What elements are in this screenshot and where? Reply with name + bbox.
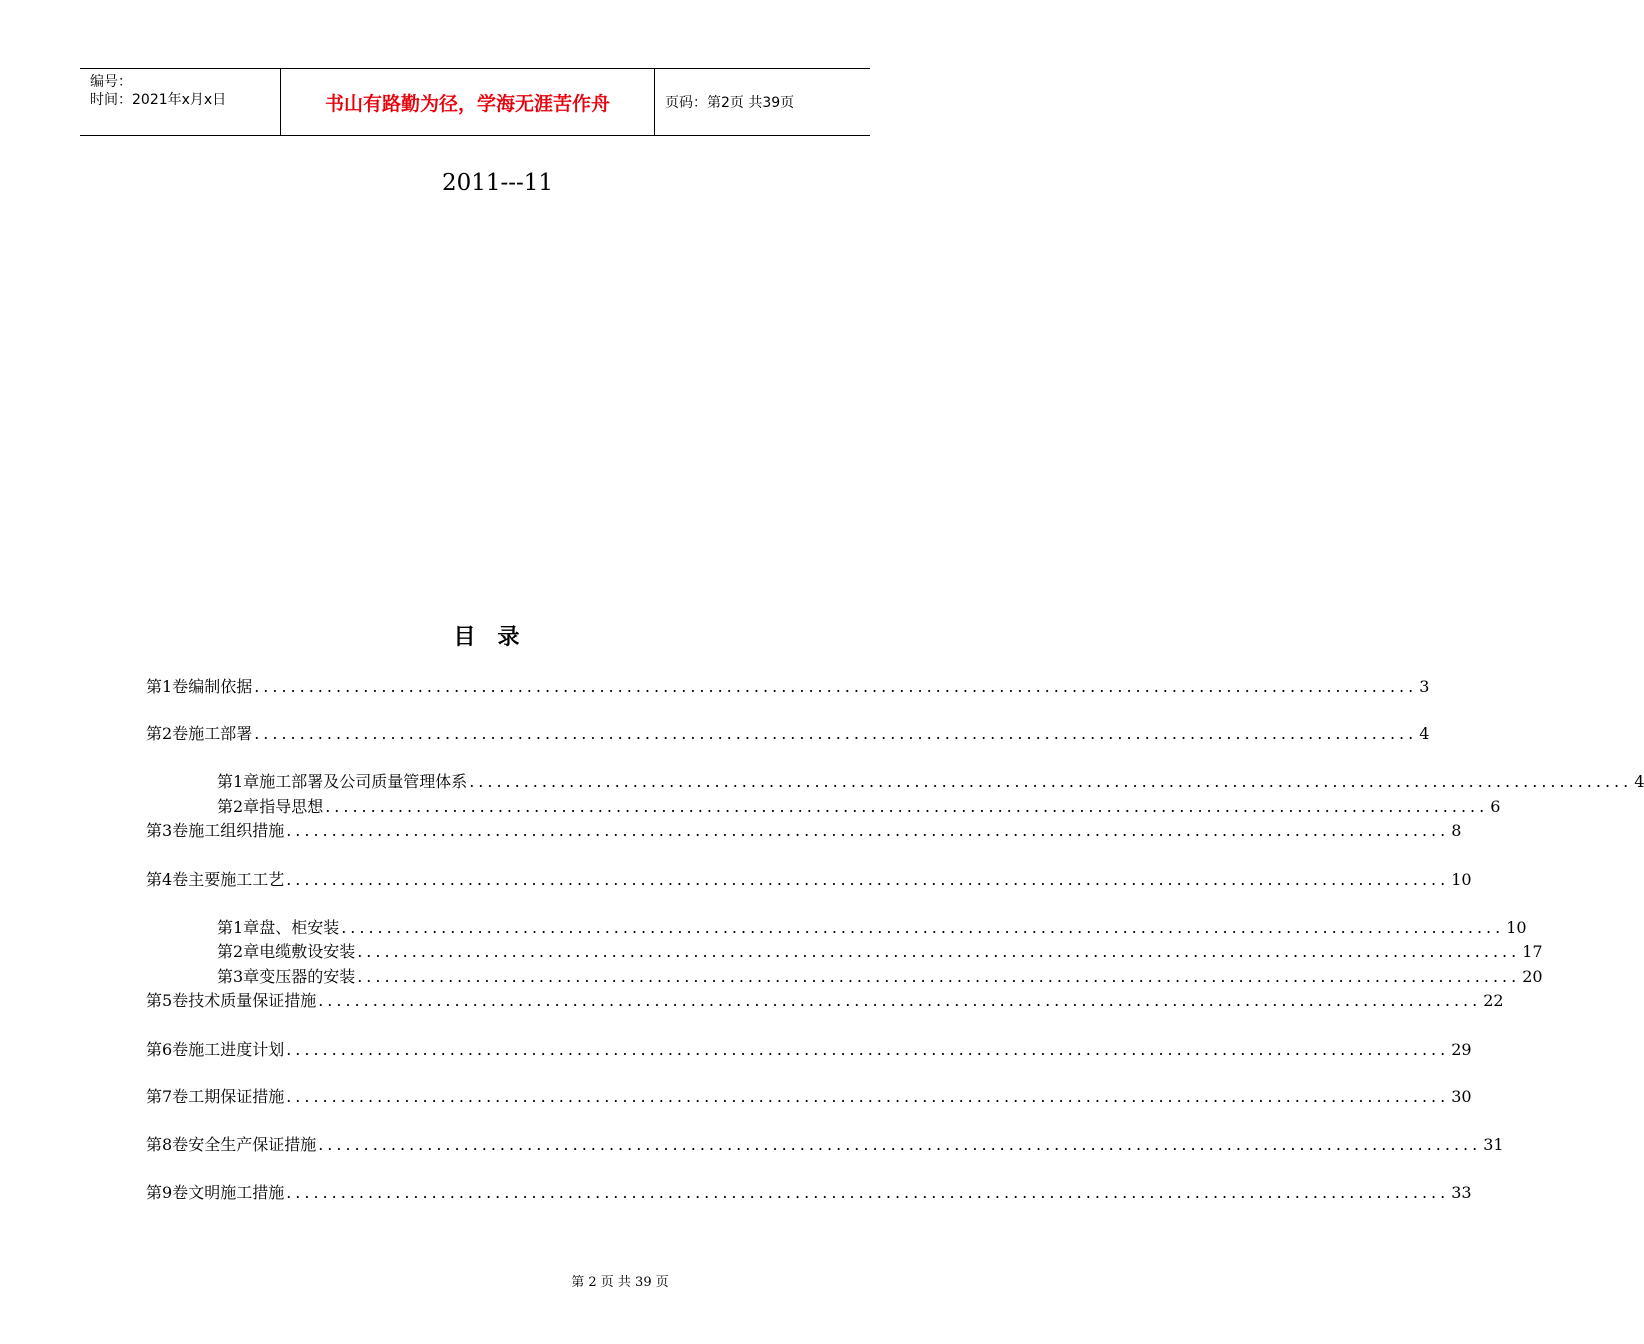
toc-leader-dots: ................................................................................................................................ — [286, 1183, 1450, 1202]
toc-entry-title: 指导思想 — [259, 797, 324, 816]
toc-entry-page: 20 — [1522, 967, 1543, 986]
toc-leader-dots: ................................................................................................................................ — [286, 1040, 1450, 1059]
toc-entry[interactable] — [146, 1134, 1504, 1156]
toc-entry-title: 工期保证措施 — [188, 1087, 285, 1106]
toc-entry-title: 主要施工工艺 — [188, 870, 285, 889]
toc-entry-page: 10 — [1506, 918, 1527, 937]
toc-entry-number: 第7卷 — [146, 1087, 189, 1106]
toc-entry[interactable] — [217, 771, 1644, 793]
toc-entry-number: 第2章 — [217, 942, 260, 961]
toc-leader-dots: ................................................................................................................................ — [286, 870, 1450, 889]
toc-leader-dots: ................................................................................................................................ — [357, 942, 1521, 961]
toc-entry-title: 编制依据 — [188, 677, 253, 696]
toc-entry[interactable] — [146, 723, 1430, 745]
toc-entry-title: 文明施工措施 — [188, 1183, 285, 1202]
toc-leader-dots: ................................................................................................................................ — [341, 918, 1505, 937]
toc-leader-dots: ................................................................................................................................ — [318, 991, 1482, 1010]
toc-leader-dots: ................................................................................................................................ — [286, 821, 1450, 840]
page-footer: 第 2 页 共 39 页 — [571, 1275, 669, 1290]
toc-leader-dots: ................................................................................................................................ — [254, 677, 1418, 696]
toc-entry-page: 10 — [1451, 870, 1472, 889]
toc-entry-page: 33 — [1451, 1183, 1472, 1202]
toc-leader-dots: ................................................................................................................................ — [318, 1135, 1482, 1154]
toc-entry-title: 电缆敷设安装 — [259, 942, 356, 961]
toc-entry-title: 技术质量保证措施 — [188, 991, 317, 1010]
toc-leader-dots: ................................................................................................................................ — [286, 1087, 1450, 1106]
toc-entry-title: 施工部署 — [188, 724, 253, 743]
toc-entry-page: 6 — [1490, 797, 1501, 816]
toc-entry-number: 第3章 — [217, 967, 260, 986]
toc-entry-page: 30 — [1451, 1087, 1472, 1106]
toc-entry-page: 3 — [1419, 677, 1430, 696]
toc-entry-page: 4 — [1419, 724, 1430, 743]
toc-leader-dots: ................................................................................................................................ — [325, 797, 1489, 816]
toc-leader-dots: ................................................................................................................................ — [357, 967, 1521, 986]
toc-entry[interactable] — [217, 917, 1527, 939]
toc-entry-title: 盘、柜安装 — [259, 918, 340, 937]
toc-entry[interactable] — [146, 820, 1462, 842]
toc-entry-number: 第9卷 — [146, 1183, 189, 1202]
toc-entry-title: 施工进度计划 — [188, 1040, 285, 1059]
toc-entry-number: 第1卷 — [146, 677, 189, 696]
toc-entry-title: 变压器的安装 — [259, 967, 356, 986]
toc-entry-page: 4 — [1634, 772, 1644, 791]
toc-entry-title: 施工组织措施 — [188, 821, 285, 840]
toc-entry[interactable] — [217, 941, 1543, 963]
toc-entry-number: 第4卷 — [146, 870, 189, 889]
document-date: 2011---11 — [441, 170, 554, 196]
toc-entry[interactable] — [146, 869, 1472, 891]
toc-entry[interactable] — [146, 676, 1430, 698]
toc-entry-number: 第2章 — [217, 797, 260, 816]
date-label: 时间：2021年x月x日 — [90, 92, 227, 108]
toc-leader-dots: ................................................................................................................................ — [469, 772, 1633, 791]
toc-entry[interactable] — [217, 796, 1501, 818]
toc-entry-page: 22 — [1483, 991, 1504, 1010]
toc-title: 目录 — [453, 625, 542, 650]
toc-entry-page: 29 — [1451, 1040, 1472, 1059]
toc-entry-page: 17 — [1522, 942, 1543, 961]
toc-entry-number: 第2卷 — [146, 724, 189, 743]
toc-entry-number: 第8卷 — [146, 1135, 189, 1154]
toc-entry[interactable] — [146, 1086, 1472, 1108]
toc-entry[interactable] — [217, 966, 1543, 988]
toc-entry-number: 第1章 — [217, 918, 260, 937]
toc-entry[interactable] — [146, 1039, 1472, 1061]
toc-entry-number: 第6卷 — [146, 1040, 189, 1059]
serial-label: 编号： — [90, 74, 132, 90]
toc-entry-number: 第5卷 — [146, 991, 189, 1010]
toc-entry-title: 施工部署及公司质量管理体系 — [259, 772, 468, 791]
toc-entry-number: 第3卷 — [146, 821, 189, 840]
toc-entry-page: 31 — [1483, 1135, 1504, 1154]
toc-leader-dots: ................................................................................................................................ — [254, 724, 1418, 743]
toc-entry-page: 8 — [1451, 821, 1462, 840]
toc-entry-title: 安全生产保证措施 — [188, 1135, 317, 1154]
toc-entry[interactable] — [146, 990, 1504, 1012]
toc-entry[interactable] — [146, 1182, 1472, 1204]
toc-entry-number: 第1章 — [217, 772, 260, 791]
header-motto: 书山有路勤为径，学海无涯苦作舟 — [281, 69, 655, 135]
header-page-code: 页码：第2页 共39页 — [665, 95, 795, 111]
